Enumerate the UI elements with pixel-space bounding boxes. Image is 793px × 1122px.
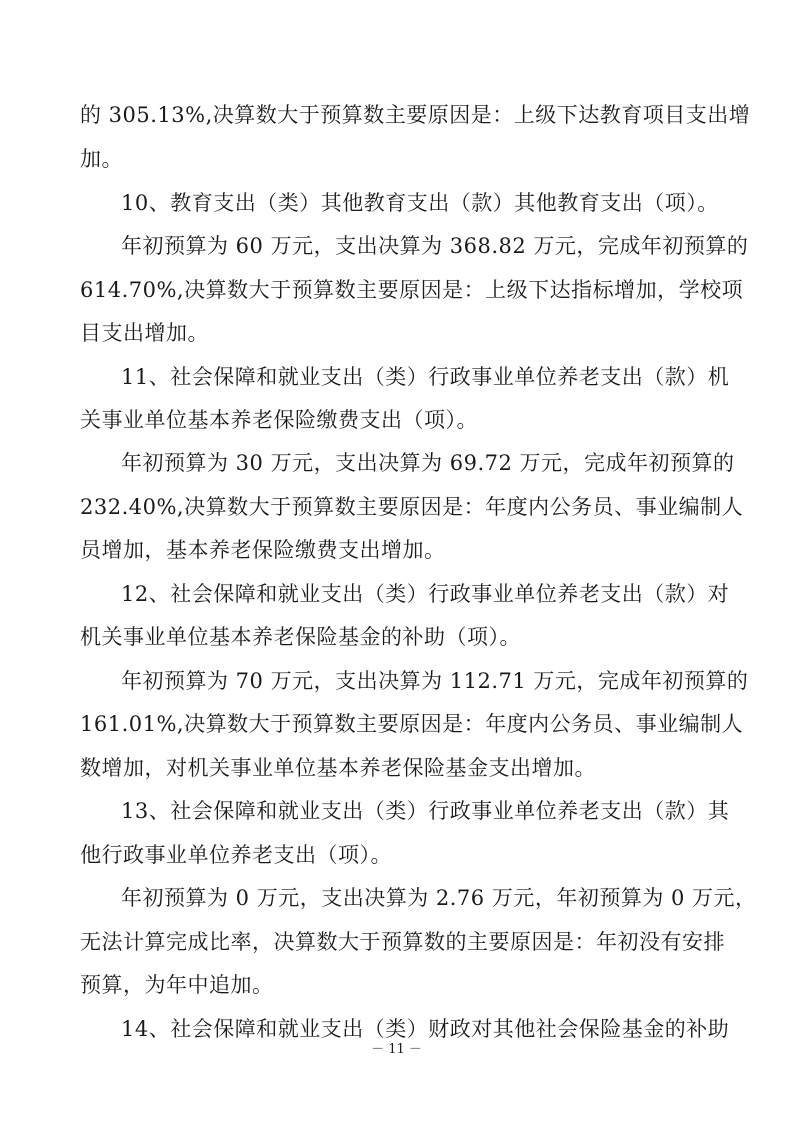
section-heading: 14、社会保障和就业支出（类）财政对其他社会保险基金的补助 [121,1017,730,1041]
text-line: 员增加，基本养老保险缴费支出增加。 [80,538,446,562]
text-line: 年初预算为 0 万元，支出决算为 2.76 万元，年初预算为 0 万元， [121,886,757,910]
text-line: 加。 [80,147,123,171]
section-heading: 机关事业单位基本养老保险基金的补助（项）。 [80,625,521,649]
page-number: － 11 － [371,1042,422,1057]
text-line: 年初预算为 60 万元，支出决算为 368.82 万元，完成年初预算的 [121,234,749,258]
text-line: 232.40%,决算数大于预算数主要原因是：年度内公务员、事业编制人 [80,495,744,519]
section-heading: 13、社会保障和就业支出（类）行政事业单位养老支出（款）其 [121,799,730,823]
section-heading: 10、教育支出（类）其他教育支出（款）其他教育支出（项）。 [121,191,719,215]
text-line: 年初预算为 30 万元，支出决算为 69.72 万元，完成年初预算的 [121,451,735,475]
text-line: 年初预算为 70 万元，支出决算为 112.71 万元，完成年初预算的 [121,669,749,693]
text-line: 目支出增加。 [80,321,209,345]
section-heading: 他行政事业单位养老支出（项）。 [80,843,392,867]
text-line: 614.70%,决算数大于预算数主要原因是：上级下达指标增加，学校项 [80,278,744,302]
section-heading: 12、社会保障和就业支出（类）行政事业单位养老支出（款）对 [121,582,730,606]
text-line: 无法计算完成比率，决算数大于预算数的主要原因是：年初没有安排 [80,930,725,954]
section-heading: 11、社会保障和就业支出（类）行政事业单位养老支出（款）机 [121,365,730,389]
text-line: 预算，为年中追加。 [80,973,274,997]
text-line: 的 305.13%,决算数大于预算数主要原因是：上级下达教育项目支出增 [80,103,751,127]
section-heading: 关事业单位基本养老保险缴费支出（项）。 [80,408,478,432]
text-line: 161.01%,决算数大于预算数主要原因是：年度内公务员、事业编制人 [80,712,744,736]
text-line: 数增加，对机关事业单位基本养老保险基金支出增加。 [80,756,596,780]
